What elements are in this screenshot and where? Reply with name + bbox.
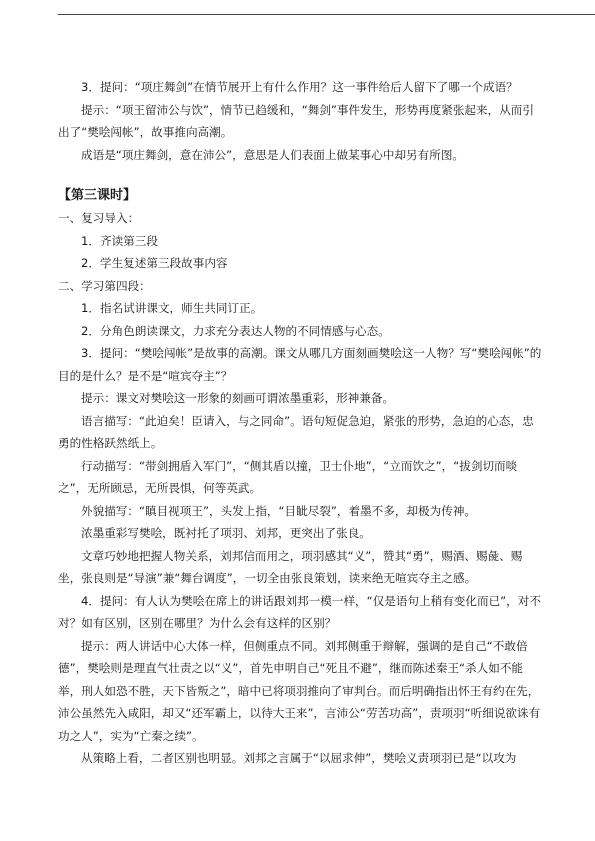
paragraph-question-3: 3．提问：“项庄舞剑”在情节展开上有什么作用？这一事件给后人留下了哪一个成语？ [81,80,518,94]
part2-item: 提示：两人讲话中心大体一样，但侧重点不同。刘邦侧重于辩解，强调的是自己“不敢倍德”，樊哙则是理直气壮责之以“义”，首先申明自己“死且不避”，继而陈述秦王“杀人如不能举，刑人如恐不胜，天下皆叛之”，暗中已将项羽推向了审判台。而后明确指出怀王有约在先，沛公虽然先入咸阳，却又“还军霸上，以待大王来”，言沛公“劳苦功高”，责项羽“听细说欲诛有功之人”，实为“亡秦之续”。 [58,638,541,743]
part2-item: 行动描写：“带剑拥盾入军门”，“侧其盾以撞，卫士仆地”，“立而饮之”，“拔剑切而啖之”，无所顾忌，无所畏惧，何等英武。 [58,458,518,495]
part1-item: 1．齐读第三段 [81,233,158,248]
part2-item: 4．提问：有人认为樊哙在席上的讲话跟刘邦一模一样，“仅是语句上稍有变化而已”，对不对？如有区别，区别在哪里？为什么会有这样的区别？ [58,593,541,630]
part2-item: 提示：课文对樊哙这一形象的刻画可谓浓墨重彩，形神兼备。 [81,391,395,405]
part2-item: 外貌描写：“瞋目视项王”，头发上指，“目眦尽裂”，着墨不多，却极为传神。 [81,503,477,518]
header-rule [58,14,595,15]
section-heading: 【第三课时】 [58,188,137,203]
part2-item: 从策略上看，二者区别也明显。刘邦之言属于“以屈求伸”，樊哙义责项羽已是“以攻为 [81,751,517,765]
part2-item: 语言描写：“此迫矣！臣请入，与之同命”。语句短促急迫，紧张的形势，急迫的心态，忠勇的性格跃然纸上。 [58,413,534,450]
document-body [58,76,542,770]
part2-item: 1．指名试讲课文，师生共同订正。 [81,301,263,315]
part1-title: 一、复习导入： [58,211,140,225]
part2-item: 2．分角色朗读课文，力求充分表达人物的不同情感与心态。 [81,323,390,338]
part2-item: 文章巧妙地把握人物关系，刘邦信而用之，项羽感其“义”，赞其“勇”，赐酒、赐彘、赐坐，张良则是“导演”兼“舞台调度”，一切全由张良策划，读来绝无喧宾夺主之感。 [58,548,523,585]
part1-item: 2．学生复述第三段故事内容 [81,256,228,270]
paragraph-idiom: 成语是“项庄舞剑，意在沛公”，意思是人们表面上做某事心中却另有所图。 [81,147,465,162]
part2-item: 浓墨重彩写樊哙，既衬托了项羽、刘邦，更突出了张良。 [81,526,371,540]
paragraph-hint: 提示：“项王留沛公与饮”，情节已趋缓和，“舞剑”事件发生，形势再度紧张起来，从而引出了“樊哙闯帐”，故事推向高潮。 [58,102,534,139]
part2-item: 3．提问：“樊哙闯帐”是故事的高潮。课文从哪几方面刻画樊哙这一人物？写“樊哙闯帐”的目的是什么？是不是“喧宾夺主”？ [58,346,542,383]
part2-title: 二、学习第四段： [58,278,151,293]
